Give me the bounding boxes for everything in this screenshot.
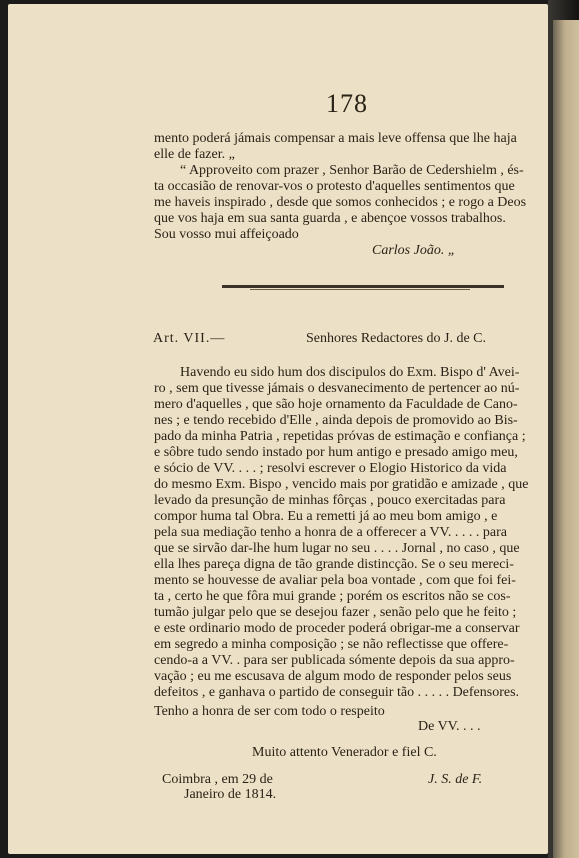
text-line: ta occasião de renovar-vos o protesto d'aquelles sentimentos que	[154, 179, 515, 194]
text-line: nes ; e tendo recebido d'Elle , ainda depois de promovido ao Bis-	[154, 413, 518, 428]
place-date: Coimbra , em 29 de	[162, 772, 273, 787]
section-divider	[222, 285, 504, 288]
text-line: ro , sem que tivesse jámais o desvanecimento de pertencer ao nú-	[154, 381, 520, 396]
text-line: que vos haja em sua santa guarda , e abençoe vossos trabalhos.	[154, 211, 506, 226]
text-line: cendo-a a VV. . para ser publicada sómente depois da sua appro-	[154, 653, 515, 668]
text-line: defeitos , e ganhava o partido de conseguir tão . . . . . Defensores.	[154, 685, 520, 700]
salutation: Senhores Redactores do J. de C.	[306, 331, 487, 346]
next-page-edge	[553, 20, 579, 858]
text-line: e sócio de VV. . . . ; resolvi escrever o Elogio Historico da vida	[154, 461, 507, 476]
text-line: Sou vosso mui affeiçoado	[154, 227, 299, 242]
text-line: pado da minha Patria , repetidas próvas de estimação e confiança ;	[154, 429, 526, 444]
text-line: mero d'aquelles , que são hoje ornamento da Faculdade de Cano-	[154, 397, 518, 412]
text-line: em segredo a minha composição ; se não reflectisse que offere-	[154, 637, 509, 652]
text-line: ta , certo he que fôra mui grande ; porém os escritos não se cos-	[154, 589, 511, 604]
article-label: Art. VII.—	[153, 331, 226, 346]
place-date: Janeiro de 1814.	[184, 787, 277, 802]
text-line: e este ordinario modo de proceder poderá obrigar-me a conservar	[154, 621, 520, 636]
text-line: Havendo eu sido hum dos discipulos do Exm. Bispo d' Avei-	[180, 365, 520, 380]
author-initials: J. S. de F.	[428, 772, 483, 787]
text-line: do mesmo Exm. Bispo , vencido mais por gratidão e amizade , que	[154, 477, 529, 492]
page-number: 178	[326, 89, 368, 118]
text-line: pela sua mediação tenho a honra de a offerecer a VV. . . . . para	[154, 525, 507, 540]
book-page	[8, 4, 548, 854]
text-line: tumão julgar pelo que se desejou fazer , senão pelo que he feito ;	[154, 605, 517, 620]
text-line: mento poderá jámais compensar a mais leve offensa que lhe haja	[154, 131, 517, 146]
closing-line: Tenho a honra de ser com todo o respeito	[154, 704, 385, 719]
text-line: e sôbre tudo sendo instado por hum antigo e presado amigo meu,	[154, 445, 518, 460]
text-line: levado da presunção de minhas fôrças , pouco exercitadas para	[154, 493, 506, 508]
addressee: De VV. . . .	[418, 719, 481, 734]
text-line: ella lhes pareça digna de tão grande distincção. Se o seu mereci-	[154, 557, 514, 572]
text-line: que se sirvão dar-lhe hum lugar no seu . . . . Jornal , no caso , que	[154, 541, 520, 556]
text-line: mento se houvesse de avaliar pela boa vontade , com que foi fei-	[154, 573, 516, 588]
text-line: “ Approveito com prazer , Senhor Barão de Cedershielm , és-	[180, 163, 524, 178]
signature: Carlos João. „	[372, 243, 456, 258]
valediction: Muito attento Venerador e fiel C.	[252, 745, 437, 760]
text-line: me haveis inspirado , desde que somos conhecidos ; e rogo a Deos	[154, 195, 527, 210]
text-line: compor huma tal Obra. Eu a remetti já ao meu bom amigo , e	[154, 509, 498, 524]
text-line: vação ; eu me escusava de algum modo de responder pelos seus	[154, 669, 512, 684]
text-line: elle de fazer. „	[154, 147, 235, 162]
section-divider-thin	[250, 289, 470, 290]
